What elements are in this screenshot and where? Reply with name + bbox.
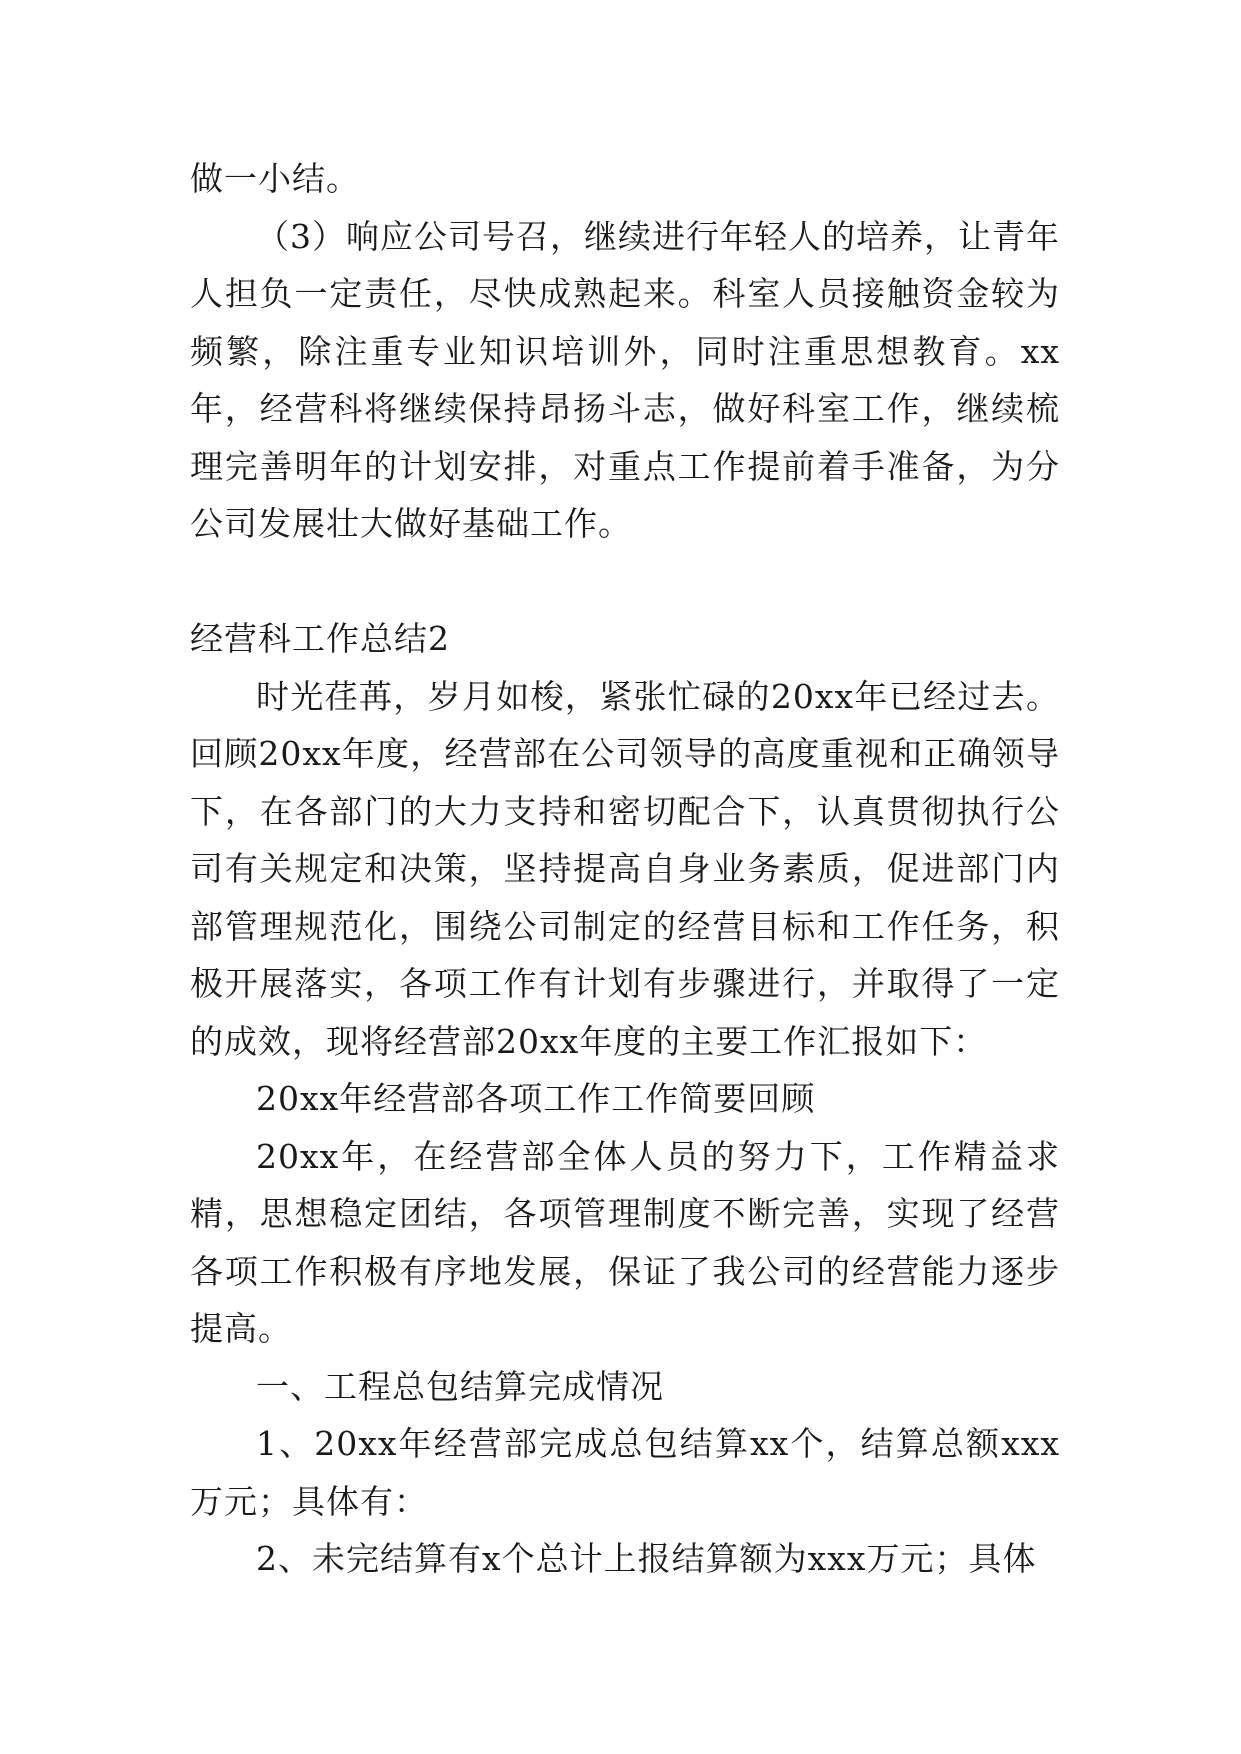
paragraph-closing-summary: 做一小结。 (190, 159, 360, 198)
heading-settlement-status: 一、工程总包结算完成情况 (256, 1366, 664, 1406)
paragraph-year-review-intro: 时光荏苒，岁月如梭，紧张忙碌的20xx年已经过去。回顾20xx年度，经营部在公司领导的高度重视和正确领导下，在各部门的大力支持和密切配合下，认真贯彻执行公司有关规定和决策，坚持提高自身业务素质，促进部门内部管理规范化，围绕公司制定的经营目标和工作任务，积极开展落实，各项工作有计划有步骤进行，并取得了一定的成效，现将经营部20xx年度的主要工作汇报如下： (190, 676, 1060, 1061)
section-title: 经营科工作总结2 (190, 619, 450, 658)
document-body (190, 150, 1060, 1588)
paragraph-overall-progress: 20xx年，在经营部全体人员的努力下，工作精益求精，思想稳定团结，各项管理制度不断完善，实现了经营各项工作积极有序地发展，保证了我公司的经营能力逐步提高。 (190, 1136, 1060, 1348)
paragraph-youth-training: （3）响应公司号召，继续进行年轻人的培养，让青年人担负一定责任，尽快成熟起来。科室人员接触资金较为频繁，除注重专业知识培训外，同时注重思想教育。xx年，经营科将继续保持昂扬斗志，做好科室工作，继续梳理完善明年的计划安排，对重点工作提前着手准备，为分公司发展壮大做好基础工作。 (190, 216, 1060, 543)
list-item-pending-settlements: 2、未完结算有x个总计上报结算额为xxx万元；具体 (256, 1539, 1037, 1578)
list-item-completed-settlements: 1、20xx年经营部完成总包结算xx个，结算总额xxx万元；具体有： (190, 1424, 1060, 1521)
paragraph-review-heading: 20xx年经营部各项工作工作简要回顾 (256, 1079, 816, 1118)
